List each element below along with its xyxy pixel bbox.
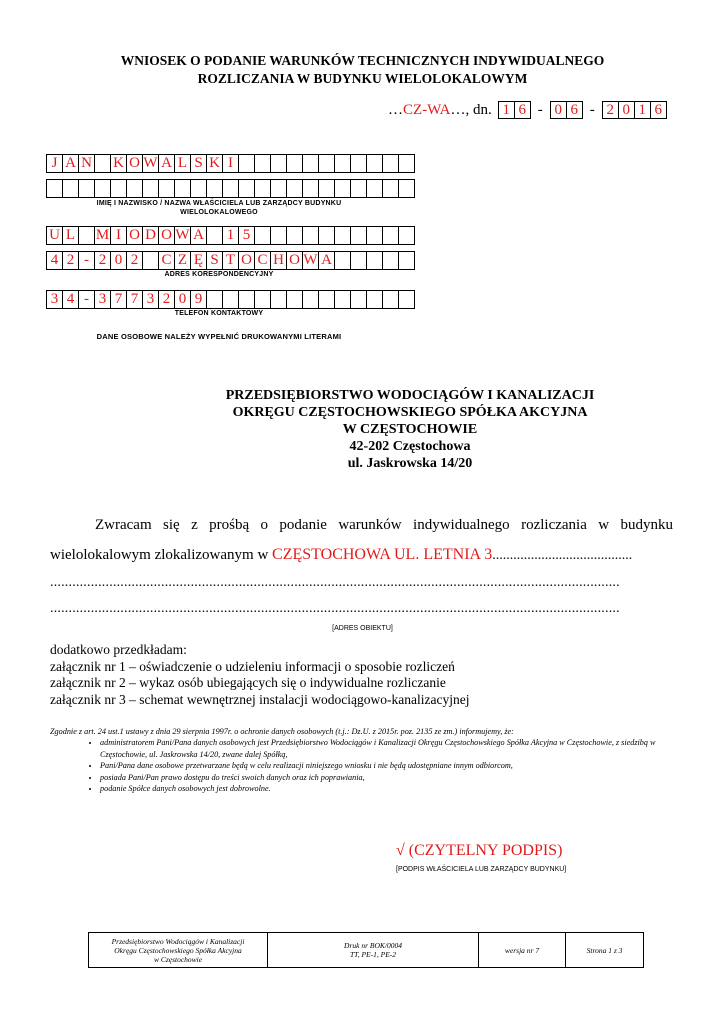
char-box[interactable] <box>270 290 287 309</box>
char-box[interactable] <box>286 226 303 245</box>
footer-company-line-2: Okręgu Częstochowskiego Spółka Akcyjna <box>114 945 242 955</box>
char-box[interactable]: J <box>46 154 63 173</box>
char-box[interactable] <box>318 290 335 309</box>
char-box[interactable] <box>302 179 319 198</box>
char-box[interactable]: 3 <box>142 290 159 309</box>
char-box[interactable]: 4 <box>62 290 79 309</box>
char-box[interactable]: W <box>303 252 318 268</box>
char-box[interactable] <box>366 290 383 309</box>
date-separator: - <box>537 101 543 118</box>
char-box[interactable] <box>46 179 63 198</box>
char-box[interactable]: - <box>78 251 95 270</box>
footer-form-line-1: Druk nr BOK/0004 <box>344 941 402 950</box>
attachment-item: załącznik nr 2 – wykaz osób ubiegających się o indywidualne rozliczanie <box>50 675 446 690</box>
char-box[interactable] <box>382 251 399 270</box>
char-box[interactable] <box>366 251 383 270</box>
char-box[interactable]: O <box>286 251 303 270</box>
char-box[interactable]: 5 <box>238 226 255 245</box>
char-box[interactable] <box>398 179 415 198</box>
personal-data-note: DANE OSOBOWE NALEŻY WYPEŁNIĆ DRUKOWANYMI LITERAMI <box>96 332 342 341</box>
reference-suffix: …, dn. <box>450 101 492 118</box>
char-box[interactable] <box>62 179 79 198</box>
char-box[interactable] <box>190 179 207 198</box>
char-box[interactable] <box>286 290 303 309</box>
char-box[interactable] <box>94 179 111 198</box>
char-box[interactable] <box>174 179 191 198</box>
char-box[interactable] <box>238 179 255 198</box>
char-box[interactable]: L <box>62 226 79 245</box>
date-separator: - <box>589 101 595 118</box>
recipient-line-4: 42-202 Częstochowa <box>349 439 471 454</box>
char-box[interactable] <box>222 179 239 198</box>
char-box[interactable]: 6 <box>650 101 667 119</box>
char-box[interactable] <box>78 179 95 198</box>
char-box[interactable]: 7 <box>110 290 127 309</box>
name-boxes-row-1[interactable] <box>46 154 414 173</box>
request-line-2 <box>50 546 672 564</box>
recipient-line-1: PRZEDSIĘBIORSTWO WODOCIĄGÓW I KANALIZACJI <box>225 388 595 403</box>
char-box[interactable]: C <box>254 251 271 270</box>
recipient-line-5: ul. Jaskrowska 14/20 <box>347 456 473 471</box>
char-box[interactable]: S <box>206 251 223 270</box>
char-box[interactable] <box>238 290 255 309</box>
char-box[interactable]: H <box>270 251 287 270</box>
char-box[interactable] <box>398 226 415 245</box>
char-box[interactable]: S <box>190 154 207 173</box>
char-box[interactable]: 9 <box>190 290 207 309</box>
char-box[interactable] <box>398 154 415 173</box>
char-box[interactable]: 0 <box>110 251 127 270</box>
gdpr-block <box>50 726 674 794</box>
footer-company-line-3: w Częstochowie <box>153 954 203 964</box>
char-box[interactable] <box>334 226 351 245</box>
char-box[interactable]: 2 <box>126 251 143 270</box>
char-box[interactable]: L <box>174 154 191 173</box>
title-line-1: WNIOSEK O PODANIE WARUNKÓW TECHNICZNYCH INDYWIDUALNEGO <box>120 53 605 68</box>
char-box[interactable] <box>270 226 287 245</box>
char-box[interactable]: - <box>78 290 95 309</box>
name-caption-line-2: WIELOLOKALOWEGO <box>180 209 258 216</box>
footer-version: wersja nr 7 <box>479 933 566 968</box>
char-box[interactable] <box>334 179 351 198</box>
char-box[interactable]: W <box>175 227 190 243</box>
char-box[interactable]: D <box>142 226 159 245</box>
char-box[interactable]: 0 <box>550 101 567 119</box>
char-box[interactable] <box>302 226 319 245</box>
signature-caption: [PODPIS WŁAŚCICIELA LUB ZARZĄDCY BUDYNKU] <box>396 866 567 873</box>
char-box[interactable]: W <box>143 155 158 171</box>
object-address-value[interactable]: CZĘSTOCHOWA UL. LETNIA 3 <box>272 546 493 563</box>
char-box[interactable] <box>270 179 287 198</box>
char-box[interactable]: 2 <box>602 101 619 119</box>
char-box[interactable] <box>206 226 223 245</box>
char-box[interactable] <box>254 154 271 173</box>
reference-date <box>388 101 666 119</box>
char-box[interactable] <box>206 290 223 309</box>
char-box[interactable] <box>302 290 319 309</box>
char-box[interactable] <box>238 154 255 173</box>
object-address-line-3[interactable]: .......................................................................................................................................................... <box>50 601 620 616</box>
date-day-boxes[interactable] <box>498 101 530 119</box>
gdpr-item: • podanie Spółce danych osobowych jest dobrowolne. <box>100 783 674 794</box>
footer-form-line-2: TT, PE-1, PE-2 <box>349 950 397 959</box>
char-box[interactable]: K <box>110 154 127 173</box>
reference-prefix: … <box>388 101 403 118</box>
gdpr-list <box>50 737 674 794</box>
char-box[interactable]: C <box>158 251 175 270</box>
char-box[interactable] <box>110 179 127 198</box>
char-box[interactable]: O <box>126 154 143 173</box>
title-line-2: ROZLICZANIA W BUDYNKU WIELOLOKALOWYM <box>197 71 528 86</box>
recipient-line-3: W CZĘSTOCHOWIE <box>342 422 478 437</box>
date-year-boxes[interactable] <box>602 101 666 119</box>
char-box[interactable]: 6 <box>514 101 531 119</box>
char-box[interactable] <box>366 226 383 245</box>
char-box[interactable] <box>302 154 319 173</box>
char-box[interactable] <box>398 251 415 270</box>
recipient-block <box>150 387 670 472</box>
char-box[interactable] <box>142 179 159 198</box>
char-box[interactable]: 1 <box>634 101 651 119</box>
char-box[interactable] <box>382 154 399 173</box>
char-box[interactable]: A <box>318 251 335 270</box>
char-box[interactable] <box>382 179 399 198</box>
char-box[interactable]: O <box>238 251 255 270</box>
char-box[interactable] <box>334 290 351 309</box>
document-title <box>0 52 725 88</box>
date-month-boxes[interactable] <box>550 101 582 119</box>
gdpr-item: • posiada Pani/Pan prawo dostępu do treści swoich danych oraz ich poprawiania, <box>100 772 674 783</box>
phone-boxes-row[interactable] <box>46 290 414 309</box>
char-box[interactable]: 2 <box>62 251 79 270</box>
char-box[interactable] <box>334 154 351 173</box>
char-box[interactable] <box>206 179 223 198</box>
char-box[interactable] <box>366 154 383 173</box>
char-box[interactable]: U <box>46 226 63 245</box>
char-box[interactable]: 7 <box>126 290 143 309</box>
char-box[interactable] <box>366 179 383 198</box>
gdpr-item: • administratorem Pani/Pana danych osobowych jest Przedsiębiorstwo Wodociągów i Kanalizacji Okręgu Częstochowskiego Spółka Akcyjna w Częstochowie, z siedzibą w Częstochowie, ul. Jaskrowska 14/20, zwane dalej Spółką, <box>100 737 674 760</box>
char-box[interactable]: O <box>158 226 175 245</box>
char-box[interactable]: 4 <box>46 251 63 270</box>
char-box[interactable]: K <box>206 154 223 173</box>
char-box[interactable]: A <box>190 226 207 245</box>
char-box[interactable]: Z <box>174 251 191 270</box>
attachment-item: załącznik nr 3 – schemat wewnętrznej instalacji wodociągowo-kanalizacyjnej <box>50 691 470 707</box>
footer-form-number <box>268 933 479 968</box>
char-box[interactable] <box>254 179 271 198</box>
char-box[interactable] <box>398 290 415 309</box>
char-box[interactable] <box>254 226 271 245</box>
char-box[interactable]: 3 <box>94 290 111 309</box>
char-box[interactable] <box>94 154 111 173</box>
char-box[interactable] <box>142 251 159 270</box>
char-box[interactable]: A <box>158 154 175 173</box>
char-box[interactable] <box>382 226 399 245</box>
name-boxes-row-2[interactable] <box>46 179 414 198</box>
reference-code[interactable]: CZ-WA <box>403 101 451 118</box>
char-box[interactable] <box>350 226 367 245</box>
address-caption: ADRES KORESPONDENCYJNY <box>164 271 274 278</box>
gdpr-intro: Zgodnie z art. 24 ust.1 ustawy z dnia 29 sierpnia 1997r. o ochronie danych osobowych (t.j.: Dz.U. z 2015r. poz. 2135 ze zm.) informujemy, że: <box>50 727 514 736</box>
char-box[interactable]: 0 <box>618 101 635 119</box>
char-box[interactable]: I <box>110 226 127 245</box>
recipient-line-2: OKRĘGU CZĘSTOCHOWSKIEGO SPÓŁKA AKCYJNA <box>232 405 588 420</box>
char-box[interactable] <box>270 154 287 173</box>
name-caption <box>46 199 392 217</box>
name-caption-line-1: IMIĘ I NAZWISKO / NAZWA WŁAŚCICIELA LUB ZARZĄDCY BUDYNKU <box>96 200 342 207</box>
footer-company-line-1: Przedsiębiorstwo Wodociągów i Kanalizacji <box>111 936 245 946</box>
attachment-item: załącznik nr 1 – oświadczenie o udzieleniu informacji o sposobie rozliczeń <box>50 658 455 674</box>
char-box[interactable]: 0 <box>174 290 191 309</box>
char-box[interactable] <box>318 154 335 173</box>
char-box[interactable]: 2 <box>158 290 175 309</box>
char-box[interactable] <box>350 290 367 309</box>
char-box[interactable]: M <box>95 227 110 243</box>
footer-company <box>89 933 268 968</box>
char-box[interactable]: 1 <box>498 101 515 119</box>
footer-table <box>88 932 644 968</box>
char-box[interactable]: Ę <box>190 251 207 270</box>
object-address-dots: ........................................ <box>492 548 633 563</box>
address-boxes-row-2[interactable] <box>46 251 414 270</box>
char-box[interactable] <box>334 251 351 270</box>
address-boxes-row-1[interactable] <box>46 226 414 245</box>
char-box[interactable] <box>222 290 239 309</box>
char-box[interactable] <box>350 179 367 198</box>
object-address-line-2[interactable]: .......................................................................................................................................................... <box>50 575 620 590</box>
char-box[interactable] <box>158 179 175 198</box>
attachments-block <box>50 642 469 708</box>
char-box[interactable]: 3 <box>46 290 63 309</box>
phone-caption: TELEFON KONTAKTOWY <box>174 310 264 317</box>
char-box[interactable] <box>286 179 303 198</box>
char-box[interactable] <box>350 154 367 173</box>
char-box[interactable] <box>286 154 303 173</box>
char-box[interactable]: A <box>62 154 79 173</box>
char-box[interactable] <box>318 226 335 245</box>
char-box[interactable] <box>382 290 399 309</box>
request-line-1: Zwracam się z prośbą o podanie warunków indywidualnego rozliczania w budynku <box>95 517 673 533</box>
char-box[interactable]: 6 <box>566 101 583 119</box>
attachments-intro: dodatkowo przedkładam: <box>50 642 187 657</box>
char-box[interactable]: T <box>222 251 239 270</box>
char-box[interactable]: O <box>126 226 143 245</box>
char-box[interactable] <box>126 179 143 198</box>
char-box[interactable]: I <box>222 154 239 173</box>
footer-page-number: Strona 1 z 3 <box>566 933 644 968</box>
gdpr-item: • Pani/Pana dane osobowe przetwarzane będą w celu realizacji niniejszego wniosku i nie będą udostępniane innym odbiorcom, <box>100 760 674 771</box>
char-box[interactable] <box>254 290 271 309</box>
char-box[interactable] <box>78 226 95 245</box>
char-box[interactable]: 1 <box>222 226 239 245</box>
char-box[interactable] <box>318 179 335 198</box>
char-box[interactable]: 2 <box>94 251 111 270</box>
char-box[interactable]: N <box>78 154 95 173</box>
object-address-caption: [ADRES OBIEKTU] <box>332 625 393 632</box>
request-line-2-prefix: wielolokalowym zlokalizowanym w <box>50 547 269 563</box>
signature-value[interactable]: √ (CZYTELNY PODPIS) <box>396 842 563 859</box>
char-box[interactable] <box>350 251 367 270</box>
